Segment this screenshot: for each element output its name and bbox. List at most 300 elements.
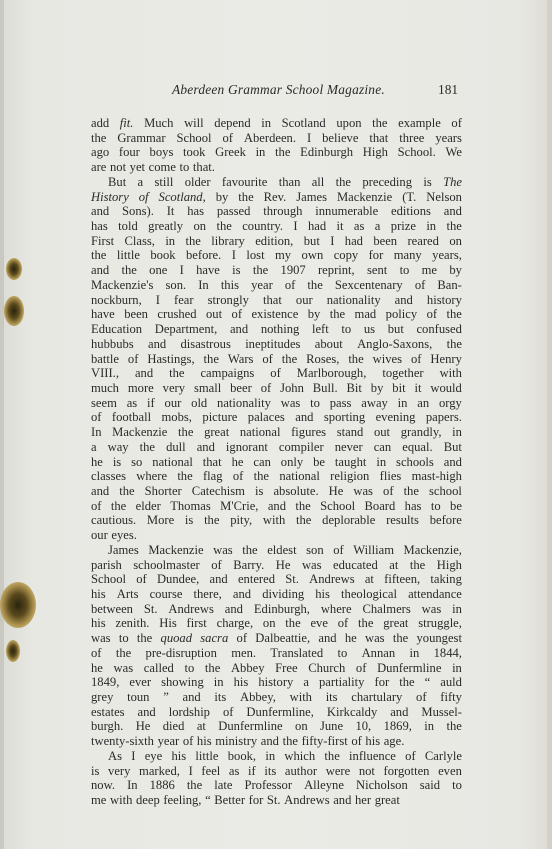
word: than bbox=[278, 174, 301, 189]
word: called bbox=[143, 660, 174, 675]
word: the bbox=[358, 616, 374, 631]
word: feeling, bbox=[163, 793, 202, 808]
word: the bbox=[178, 425, 194, 440]
word: the bbox=[91, 130, 107, 145]
word: of bbox=[416, 690, 427, 705]
word: Board bbox=[364, 498, 396, 513]
word: was bbox=[213, 542, 233, 557]
word: he bbox=[344, 631, 357, 646]
word: sacra bbox=[200, 631, 229, 646]
word: forgotten bbox=[383, 763, 430, 778]
word: Church bbox=[308, 660, 346, 675]
word: can bbox=[253, 454, 271, 469]
word: late bbox=[214, 778, 233, 793]
word: to bbox=[430, 498, 441, 513]
word: lost bbox=[246, 248, 265, 263]
word: ago bbox=[91, 145, 110, 160]
word: St. bbox=[266, 793, 281, 808]
word: ineptitudes bbox=[245, 336, 301, 351]
word: estates bbox=[91, 704, 125, 719]
word: passed bbox=[216, 204, 251, 219]
word: picture bbox=[202, 410, 238, 425]
text-line bbox=[91, 219, 462, 234]
word: there, bbox=[193, 587, 222, 601]
word: of bbox=[451, 116, 462, 130]
word: was bbox=[365, 631, 385, 646]
text-line bbox=[91, 278, 462, 293]
word: June bbox=[319, 719, 344, 734]
word: fear bbox=[174, 292, 194, 307]
word: had bbox=[344, 233, 363, 248]
text-line bbox=[91, 116, 462, 131]
text-line bbox=[91, 410, 462, 425]
word: School. bbox=[397, 145, 436, 160]
word: nationality bbox=[326, 292, 381, 307]
word: even bbox=[438, 763, 462, 778]
word: he bbox=[231, 454, 244, 469]
word: and bbox=[394, 292, 413, 307]
text-line bbox=[91, 204, 462, 219]
word: In bbox=[127, 778, 138, 793]
word: yet bbox=[129, 160, 146, 175]
word: greatly bbox=[148, 219, 184, 234]
word: of bbox=[182, 734, 194, 749]
word: pass bbox=[329, 395, 352, 410]
word: As bbox=[108, 748, 122, 763]
word: Scotland bbox=[281, 116, 326, 130]
word: theological bbox=[341, 587, 397, 601]
word: 1869, bbox=[383, 719, 412, 734]
word: confused bbox=[416, 322, 462, 337]
word: between bbox=[91, 601, 133, 616]
word: to bbox=[118, 631, 129, 646]
word: the bbox=[186, 778, 203, 793]
word: showing bbox=[161, 675, 204, 690]
word: First bbox=[91, 233, 115, 248]
text-line bbox=[91, 749, 462, 764]
word: (T. bbox=[402, 189, 417, 204]
word: of bbox=[91, 645, 102, 660]
word: dividing bbox=[262, 587, 305, 601]
word: and bbox=[134, 366, 154, 381]
word: Mackenzie, bbox=[403, 542, 462, 557]
text-line bbox=[91, 160, 462, 175]
word: edition, bbox=[255, 233, 294, 248]
word: the bbox=[281, 351, 298, 366]
word: influence bbox=[349, 748, 396, 763]
word: book, bbox=[227, 748, 257, 763]
word: History bbox=[91, 189, 129, 204]
word: was bbox=[421, 601, 442, 616]
ink-blot bbox=[6, 640, 20, 662]
word: was bbox=[91, 631, 111, 646]
text-line bbox=[91, 337, 462, 352]
text-line bbox=[91, 543, 462, 558]
word: are bbox=[91, 160, 107, 175]
word: in bbox=[265, 748, 276, 763]
word: results bbox=[386, 513, 419, 528]
word: never bbox=[334, 439, 363, 454]
word: the bbox=[204, 660, 221, 675]
word: the bbox=[446, 307, 462, 322]
word: school bbox=[429, 483, 462, 498]
word: bit bbox=[392, 380, 406, 395]
text-line bbox=[91, 793, 462, 808]
word: Aberdeen. bbox=[243, 130, 296, 145]
word: seem bbox=[91, 395, 117, 410]
word: Nicholson bbox=[355, 778, 408, 793]
word: mobs, bbox=[161, 410, 192, 425]
word: Marlborough, bbox=[296, 366, 367, 381]
word: which bbox=[284, 748, 316, 763]
word: the bbox=[307, 277, 323, 292]
word: twenty-sixth bbox=[91, 734, 154, 749]
word: I bbox=[293, 219, 298, 234]
word: not bbox=[358, 763, 375, 778]
text-line bbox=[91, 631, 462, 646]
word: by bbox=[307, 307, 321, 322]
word: national bbox=[279, 469, 320, 484]
word: Free bbox=[275, 660, 298, 675]
word: a bbox=[137, 174, 144, 189]
word: cautious. bbox=[91, 513, 137, 528]
word: of bbox=[211, 557, 222, 572]
word: nationality bbox=[217, 395, 271, 410]
text-line bbox=[91, 558, 462, 573]
word: and bbox=[148, 336, 167, 351]
word: battle bbox=[91, 351, 119, 366]
word: and bbox=[232, 587, 252, 601]
word: and bbox=[224, 601, 243, 616]
word: of bbox=[91, 410, 102, 425]
word: son bbox=[306, 542, 324, 557]
text-line bbox=[91, 322, 462, 337]
word: zenith. bbox=[115, 616, 150, 631]
ink-blot bbox=[4, 296, 24, 326]
text-line bbox=[91, 484, 462, 499]
word: policy bbox=[385, 307, 418, 322]
word: the bbox=[285, 616, 301, 631]
text-line bbox=[91, 263, 462, 278]
text-line bbox=[91, 425, 462, 440]
word: so bbox=[131, 454, 143, 469]
word: James bbox=[108, 542, 139, 557]
text-line bbox=[91, 734, 462, 749]
word: and bbox=[267, 498, 287, 513]
text-line bbox=[91, 602, 462, 617]
word: us bbox=[363, 322, 376, 337]
word: come bbox=[148, 160, 176, 175]
word: in bbox=[165, 233, 176, 248]
word: More bbox=[146, 513, 175, 528]
word: his bbox=[315, 587, 330, 601]
word: Roses, bbox=[306, 351, 340, 366]
word: “ bbox=[205, 793, 211, 808]
text-line bbox=[91, 131, 462, 146]
word: He bbox=[328, 483, 344, 498]
word: the bbox=[348, 351, 364, 366]
word: But bbox=[108, 174, 127, 189]
word: a bbox=[303, 675, 309, 690]
word: absolute. bbox=[273, 483, 319, 498]
word: burgh. bbox=[91, 719, 124, 734]
word: favourite bbox=[221, 174, 268, 189]
word: Abbey, bbox=[239, 690, 276, 705]
word: through bbox=[263, 204, 303, 219]
text-line bbox=[91, 293, 462, 308]
word: has bbox=[91, 219, 108, 234]
word: papers. bbox=[425, 410, 462, 425]
word: fit. bbox=[119, 116, 134, 130]
word: national bbox=[152, 454, 193, 469]
word: and bbox=[137, 704, 156, 719]
word: equal. bbox=[402, 439, 433, 454]
word: of bbox=[426, 307, 438, 322]
word: very bbox=[162, 380, 186, 395]
word: of bbox=[351, 734, 362, 749]
word: prize bbox=[390, 219, 416, 234]
word: Mackenzie bbox=[148, 542, 204, 557]
word: the bbox=[399, 675, 415, 690]
word: St. bbox=[285, 572, 299, 587]
word: and bbox=[333, 793, 352, 808]
text-line bbox=[91, 307, 462, 322]
word: can bbox=[373, 439, 392, 454]
word: mast-high bbox=[411, 469, 462, 484]
word: in bbox=[424, 719, 435, 734]
word: be bbox=[313, 454, 325, 469]
word: ministry bbox=[215, 734, 258, 749]
word: the bbox=[296, 513, 312, 528]
word: Kirkcaldy bbox=[326, 704, 378, 719]
word: Andrews bbox=[309, 572, 355, 587]
word: VIII., bbox=[91, 366, 119, 381]
text-line bbox=[91, 440, 462, 455]
word: and bbox=[318, 631, 337, 646]
word: his bbox=[196, 734, 212, 749]
word: flies bbox=[379, 469, 402, 484]
word: with bbox=[289, 690, 312, 705]
page-left-edge bbox=[0, 0, 4, 849]
word: very bbox=[108, 763, 131, 778]
word: evening bbox=[375, 410, 416, 425]
text-line bbox=[91, 764, 462, 779]
word: its bbox=[214, 690, 227, 705]
word: and bbox=[443, 454, 462, 469]
word: In bbox=[198, 277, 209, 292]
word: were bbox=[325, 763, 351, 778]
word: the bbox=[446, 719, 462, 734]
word: and bbox=[295, 410, 314, 425]
word: We bbox=[445, 145, 462, 160]
word: history bbox=[258, 675, 294, 690]
word: as bbox=[353, 219, 365, 234]
word: of bbox=[410, 351, 422, 366]
ink-blot bbox=[0, 582, 36, 628]
word: pre-disruption bbox=[145, 645, 217, 660]
word: Dunfermline bbox=[377, 660, 442, 675]
word: this bbox=[220, 277, 240, 292]
word: as bbox=[228, 763, 240, 778]
word: strongly bbox=[207, 292, 249, 307]
word: me bbox=[421, 263, 438, 278]
word: in bbox=[452, 660, 462, 675]
word: the bbox=[204, 513, 220, 528]
word: Shorter bbox=[144, 483, 182, 498]
word: before. bbox=[185, 248, 222, 263]
word: in bbox=[452, 601, 462, 616]
word: library bbox=[211, 233, 245, 248]
word: that bbox=[369, 130, 389, 145]
word: chartulary bbox=[351, 690, 403, 705]
word: 10, bbox=[355, 719, 372, 734]
word: one bbox=[149, 263, 168, 278]
word: in bbox=[255, 145, 266, 160]
word: be bbox=[450, 498, 462, 513]
word: nockburn, bbox=[91, 292, 142, 307]
word: Sons). bbox=[122, 204, 154, 219]
word: fifteen, bbox=[384, 572, 421, 587]
word: that. bbox=[192, 160, 215, 175]
word: High bbox=[436, 557, 462, 572]
word: for bbox=[374, 675, 390, 690]
word: a bbox=[91, 439, 97, 454]
word: the bbox=[403, 483, 419, 498]
word: eye bbox=[144, 748, 163, 763]
word: In bbox=[91, 425, 102, 440]
word: classes bbox=[91, 469, 126, 484]
word: sporting bbox=[323, 410, 366, 425]
word: his bbox=[91, 587, 106, 601]
word: eve bbox=[310, 616, 328, 631]
word: He bbox=[275, 557, 291, 572]
text-line bbox=[91, 646, 462, 661]
word: of bbox=[270, 366, 281, 381]
word: partiality bbox=[319, 675, 365, 690]
word: Better bbox=[214, 793, 246, 808]
word: is bbox=[91, 763, 100, 778]
word: three bbox=[399, 130, 425, 145]
word: of bbox=[231, 307, 243, 322]
word: existence bbox=[251, 307, 299, 322]
word: been bbox=[373, 233, 398, 248]
word: not bbox=[109, 160, 127, 175]
word: said bbox=[419, 778, 441, 793]
page-header bbox=[0, 82, 552, 98]
body-text bbox=[91, 116, 462, 808]
word: auld bbox=[440, 675, 462, 690]
word: lordship bbox=[168, 704, 210, 719]
word: and bbox=[229, 322, 249, 337]
word: ever bbox=[129, 675, 152, 690]
word: now. bbox=[91, 778, 116, 793]
word: where bbox=[136, 469, 168, 484]
word: was bbox=[113, 660, 134, 675]
word: of bbox=[136, 572, 147, 587]
word: the bbox=[169, 366, 185, 381]
word: The bbox=[443, 174, 462, 189]
text-line bbox=[91, 661, 462, 676]
word: Education bbox=[91, 322, 143, 337]
word: little bbox=[195, 748, 219, 763]
word: Edinburgh, bbox=[253, 601, 310, 616]
word: reared bbox=[407, 233, 439, 248]
word: School bbox=[91, 572, 126, 587]
page-number: 181 bbox=[438, 82, 459, 97]
word: M'Crie, bbox=[220, 498, 259, 513]
word: Nelson bbox=[426, 189, 462, 204]
word: grey bbox=[91, 690, 114, 705]
word: feel bbox=[201, 763, 221, 778]
word: the bbox=[242, 542, 258, 557]
word: way bbox=[107, 439, 129, 454]
word: Class, bbox=[124, 233, 155, 248]
word: been bbox=[124, 307, 148, 322]
word: John bbox=[280, 380, 304, 395]
word: marked, bbox=[139, 763, 180, 778]
word: Andrews bbox=[168, 601, 214, 616]
word: old bbox=[191, 395, 208, 410]
word: own bbox=[301, 248, 324, 263]
word: he bbox=[91, 660, 103, 675]
word: I bbox=[131, 748, 136, 763]
word: Dalbeattie, bbox=[255, 631, 311, 646]
word: Henry bbox=[430, 351, 462, 366]
word: Translated bbox=[270, 645, 324, 660]
word: taking bbox=[430, 572, 462, 587]
word: is bbox=[255, 483, 264, 498]
word: taught bbox=[334, 454, 367, 469]
word: the bbox=[282, 734, 298, 749]
word: parish bbox=[91, 557, 122, 572]
text-line bbox=[91, 352, 462, 367]
word: Bull. bbox=[312, 380, 338, 395]
word: Much bbox=[144, 116, 174, 130]
word: all bbox=[311, 174, 325, 189]
word: Rev. bbox=[263, 189, 287, 204]
word: James bbox=[296, 189, 328, 204]
word: reprint, bbox=[317, 263, 355, 278]
word: died bbox=[162, 719, 185, 734]
word: Thomas bbox=[170, 498, 211, 513]
word: by bbox=[215, 189, 229, 204]
word: at bbox=[389, 557, 399, 572]
text-line bbox=[91, 145, 462, 160]
word: I bbox=[306, 130, 312, 145]
word: in bbox=[452, 425, 462, 440]
word: quoad bbox=[160, 631, 193, 646]
word: in bbox=[213, 675, 224, 690]
word: the bbox=[253, 469, 270, 484]
word: fifty-first bbox=[301, 734, 348, 749]
word: first bbox=[186, 616, 207, 631]
word: and bbox=[91, 204, 110, 219]
word: School bbox=[320, 498, 356, 513]
text-line bbox=[91, 705, 462, 720]
word: the bbox=[446, 219, 462, 234]
word: struggle, bbox=[418, 616, 462, 631]
word: 1844, bbox=[433, 645, 462, 660]
word: upon bbox=[336, 116, 362, 130]
word: with bbox=[109, 793, 133, 808]
word: was bbox=[353, 483, 373, 498]
word: by bbox=[449, 263, 462, 278]
word: out bbox=[206, 307, 223, 322]
word: in bbox=[409, 645, 420, 660]
word: our bbox=[164, 395, 182, 410]
word: to bbox=[184, 660, 195, 675]
page-right-edge bbox=[547, 0, 552, 849]
